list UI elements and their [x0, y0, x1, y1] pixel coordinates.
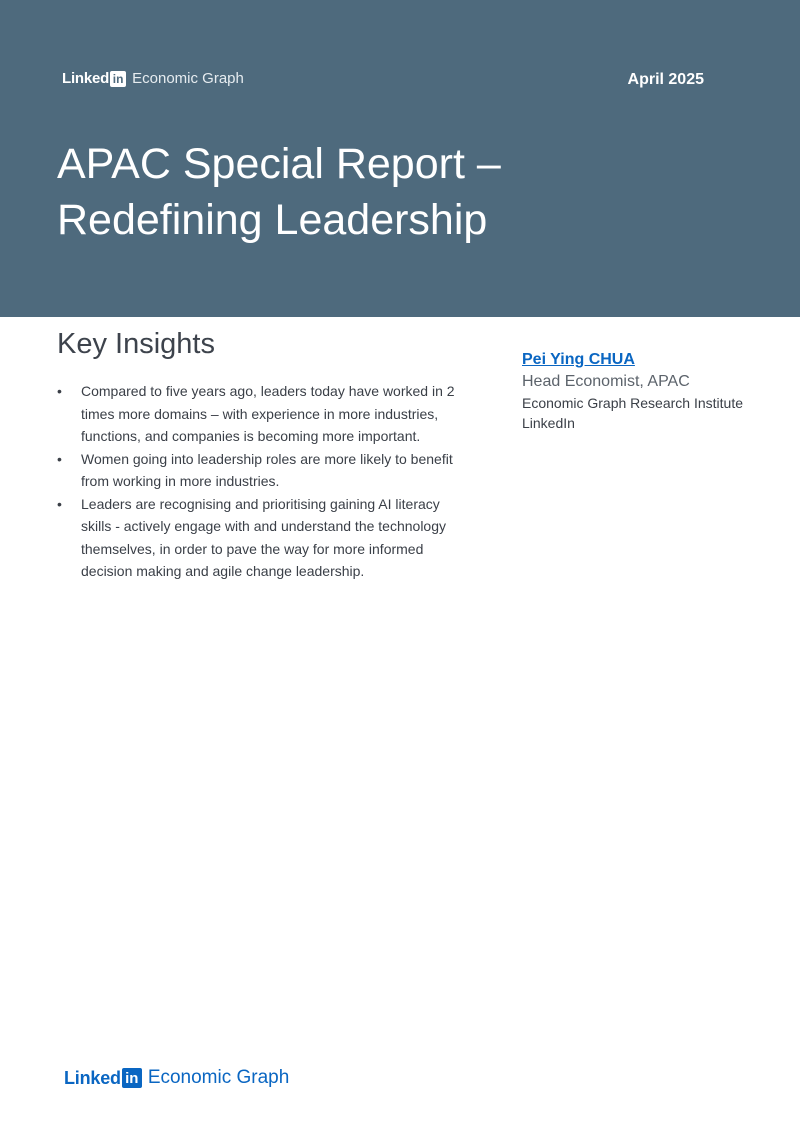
author-company: LinkedIn	[522, 415, 575, 431]
report-title-line-2: Redefining Leadership	[57, 196, 488, 244]
author-name-link[interactable]: Pei Ying CHUA	[522, 351, 635, 368]
insight-item	[57, 493, 467, 583]
footer-logo-product-name: Economic Graph	[147, 1067, 290, 1088]
footer-linkedin-economic-graph-logo[interactable]	[64, 1067, 289, 1089]
insight-item	[57, 448, 467, 493]
report-date: April 2025	[627, 71, 704, 88]
footer-logo-wordmark: Linked	[64, 1067, 121, 1088]
insight-item	[57, 380, 467, 448]
linkedin-economic-graph-logo[interactable]	[62, 70, 244, 87]
logo-wordmark: Linked	[62, 70, 110, 87]
bullet-icon: •	[57, 495, 62, 512]
insight-text: Compared to five years ago, leaders today have worked in 2 times more domains – with experience in more industries, functions, and companies is becoming more important.	[81, 383, 455, 444]
author-block	[522, 349, 782, 433]
author-institute: Economic Graph Research Institute	[522, 395, 743, 411]
insight-text: Leaders are recognising and prioritising gaining AI literacy skills - actively engage with and understand the technology themselves, in order to pave the way for more informed decision making and agile change leadership.	[81, 495, 446, 579]
header-banner	[0, 0, 800, 317]
report-title	[57, 136, 617, 248]
bullet-icon: •	[57, 450, 62, 467]
key-insights-list	[57, 380, 467, 583]
footer-linkedin-in-icon: in	[122, 1068, 142, 1088]
report-title-line-1: APAC Special Report –	[57, 140, 501, 188]
bullet-icon: •	[57, 383, 62, 399]
key-insights-heading: Key Insights	[57, 328, 215, 360]
linkedin-in-icon: in	[110, 71, 126, 87]
insight-text: Women going into leadership roles are more likely to benefit from working in more industries.	[81, 450, 453, 489]
author-role: Head Economist, APAC	[522, 373, 690, 390]
logo-product-name: Economic Graph	[132, 70, 244, 87]
